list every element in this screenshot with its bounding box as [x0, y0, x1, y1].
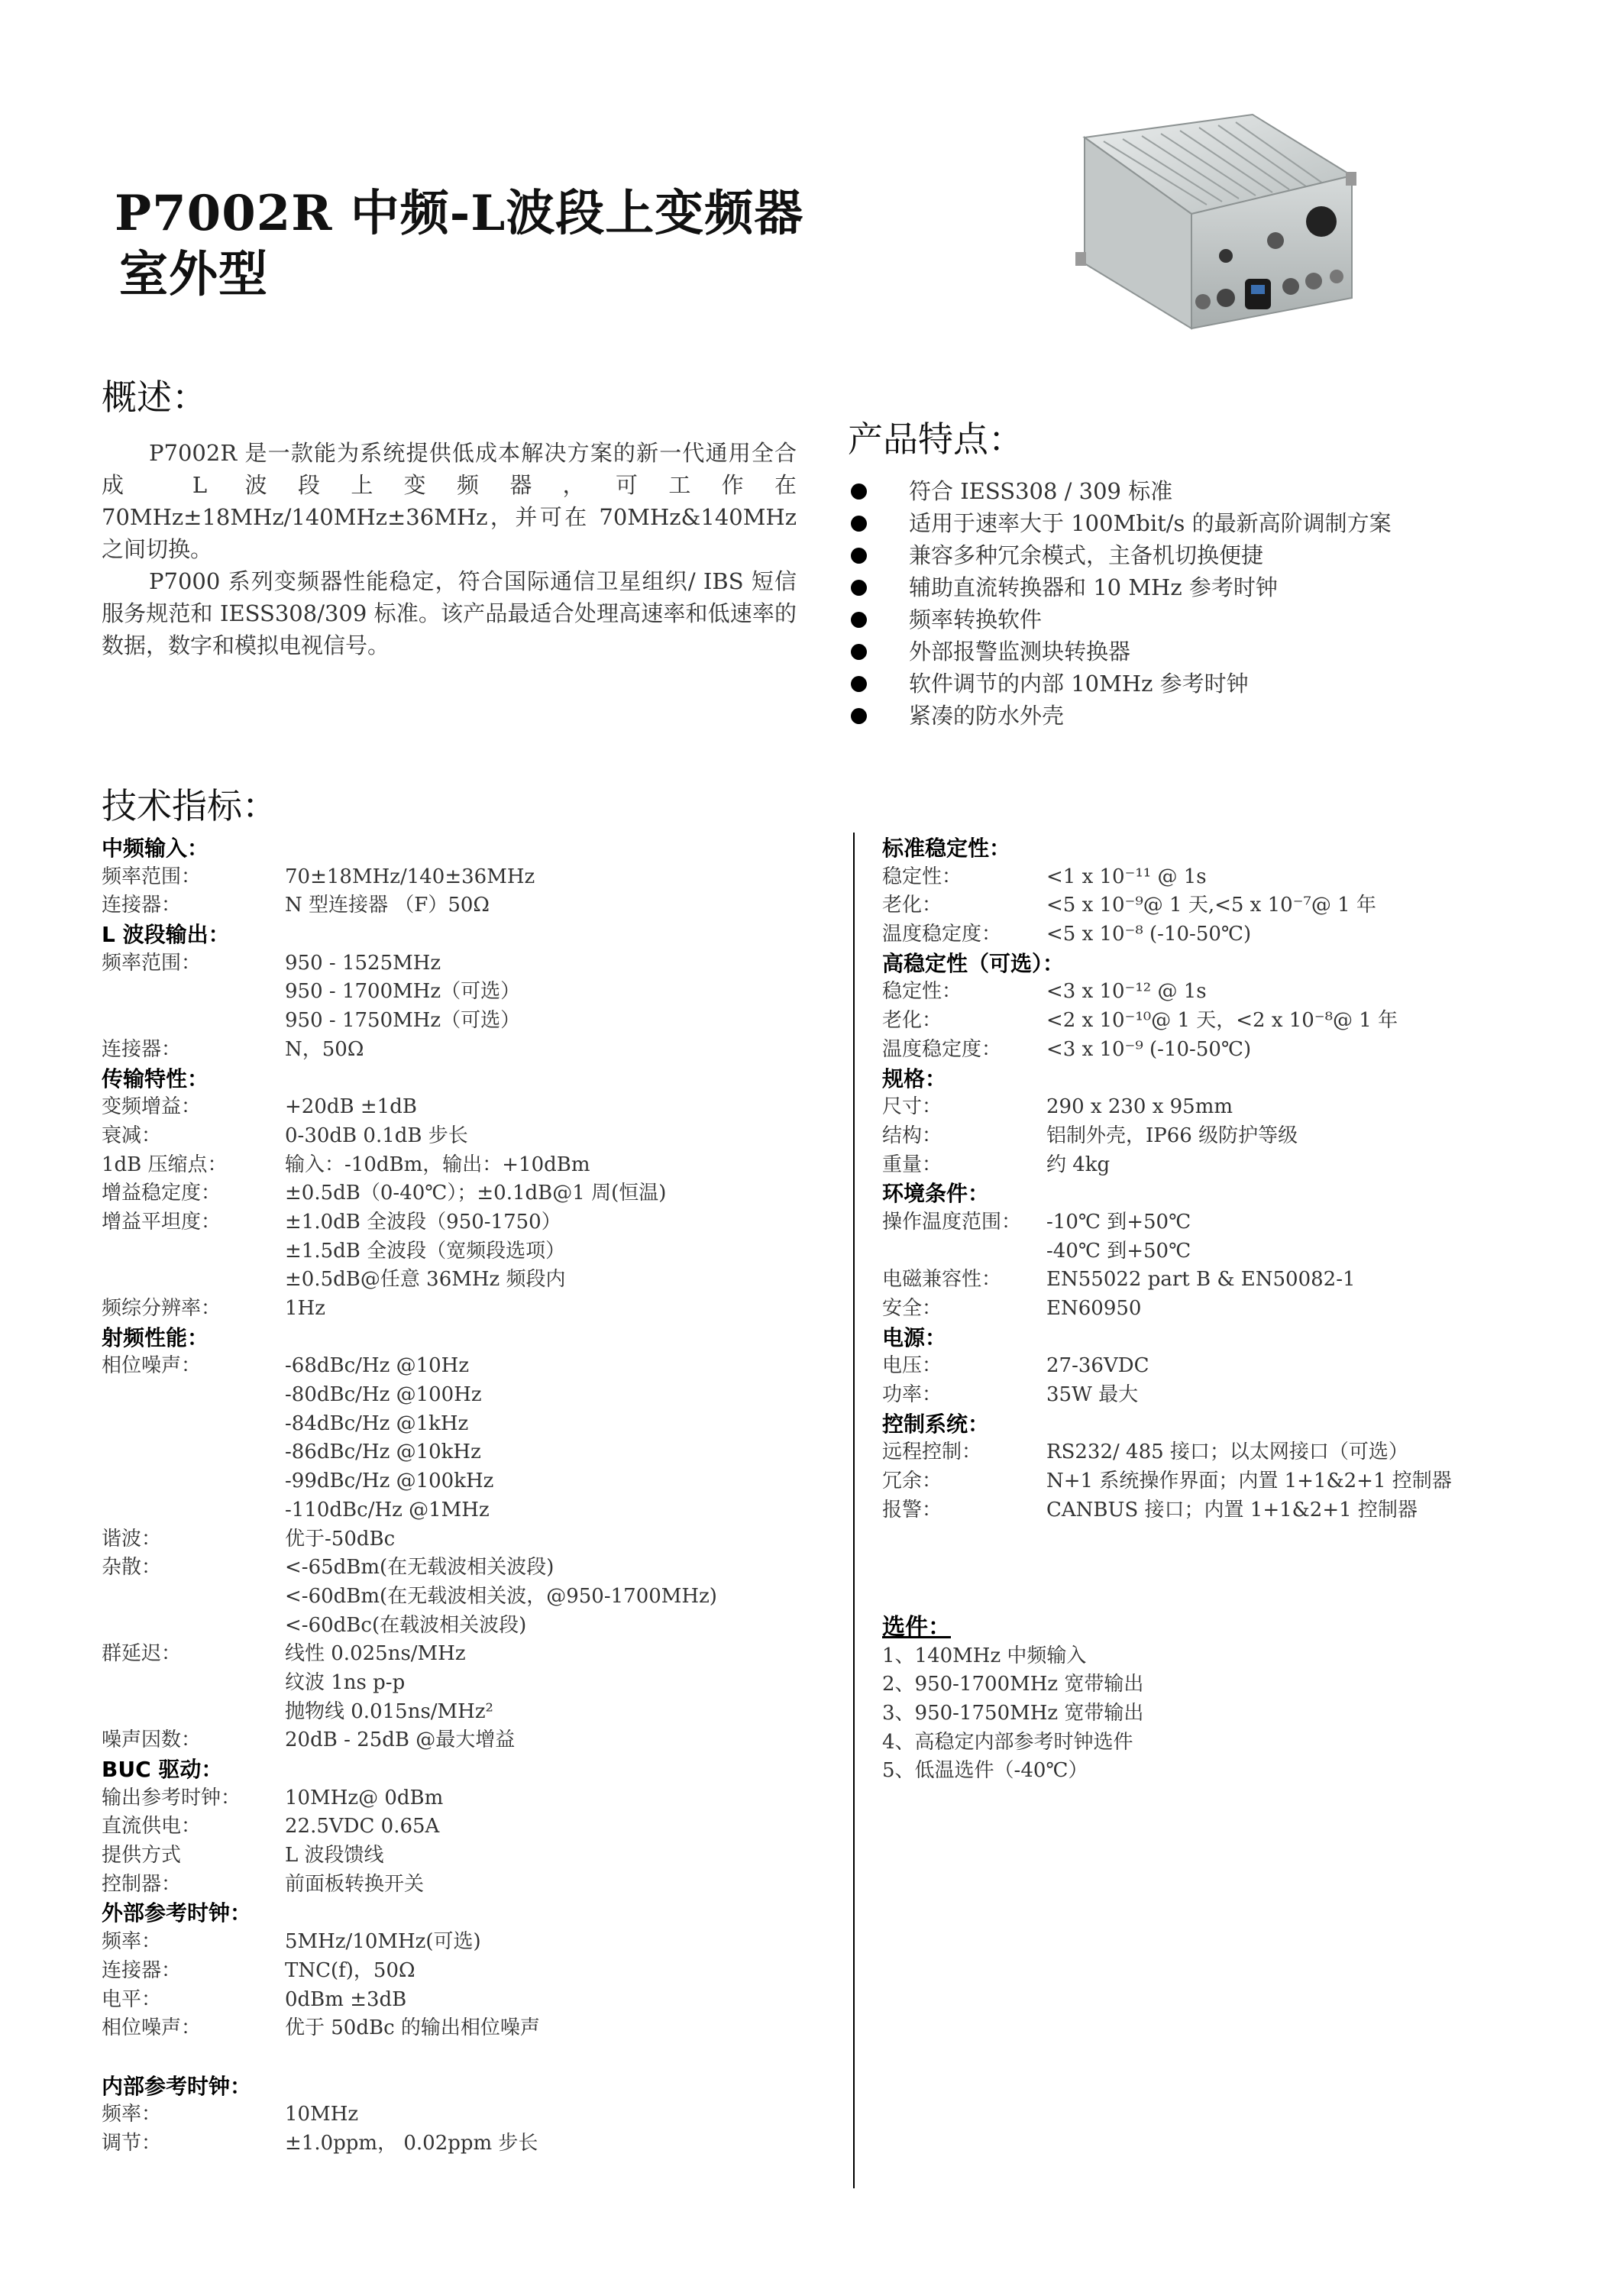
spec-label: 调节：	[102, 2131, 162, 2155]
option-item: 4、高稳定内部参考时钟选件	[882, 1730, 1133, 1754]
product-photo	[1062, 107, 1367, 351]
spec-row	[102, 1986, 835, 2015]
spec-label: 输出参考时钟：	[102, 1786, 241, 1809]
spec-label: 1dB 压缩点：	[102, 1153, 228, 1176]
spec-label: 稳定性：	[882, 865, 962, 888]
spec-value: L 波段馈线	[285, 1844, 384, 1868]
spec-label: 温度稳定度：	[882, 923, 1002, 946]
spec-label: 重量：	[882, 1153, 942, 1176]
spec-row	[882, 978, 1570, 1007]
overview-paragraph-2	[102, 565, 797, 661]
spec-label: 频率：	[102, 1930, 162, 1954]
spec-row	[102, 1640, 835, 1669]
spec-row	[882, 1007, 1570, 1036]
spec-value: <-65dBm(在无载波相关波段)	[285, 1556, 554, 1580]
spec-row	[102, 1352, 835, 1381]
spec-row	[882, 1266, 1570, 1295]
spec-label: 操作温度范围：	[882, 1210, 1022, 1234]
spec-label: 控制器：	[102, 1872, 182, 1896]
specs-heading: 技术指标：	[102, 785, 277, 826]
spec-value: -68dBc/Hz @10Hz	[285, 1354, 470, 1378]
spec-row	[882, 891, 1570, 920]
spec-row	[102, 1496, 835, 1525]
option-item: 5、低温选件（-40℃）	[882, 1759, 1088, 1783]
spec-row	[882, 1352, 1570, 1381]
spec-label: 电平：	[102, 1987, 162, 2011]
spec-group-heading: 中频输入：	[102, 836, 209, 861]
spec-row	[882, 1208, 1570, 1237]
spec-label: 频率范围：	[102, 951, 202, 975]
spec-row	[102, 1179, 835, 1208]
options-heading: 选件：	[882, 1614, 951, 1641]
spec-value: 20dB - 25dB @最大增益	[285, 1728, 516, 1752]
spec-value: <1 x 10⁻¹¹ @ 1s	[1046, 865, 1207, 888]
spec-row	[102, 1036, 835, 1065]
spec-value: -80dBc/Hz @100Hz	[285, 1383, 482, 1407]
spec-group-heading: 控制系统：	[882, 1411, 990, 1437]
spec-value: EN60950	[1046, 1297, 1142, 1320]
spec-group-heading: 标准稳定性：	[882, 836, 1011, 861]
spec-label: 稳定性：	[882, 980, 962, 1004]
spec-value: 铝制外壳，IP66 级防护等级	[1046, 1124, 1298, 1147]
spec-label: 相位噪声：	[102, 2016, 202, 2040]
spec-group-heading: 环境条件：	[882, 1181, 990, 1207]
spec-value: TNC(f)，50Ω	[285, 1958, 415, 1982]
spec-value: 0-30dB 0.1dB 步长	[285, 1124, 468, 1147]
spec-left-column	[102, 834, 835, 2159]
feature-item: 辅助直流转换器和 10 MHz 参考时钟	[848, 571, 1392, 603]
spec-label: 频率：	[102, 2103, 162, 2126]
spec-row	[102, 2100, 835, 2129]
document-subtitle: 室外型	[119, 246, 268, 303]
spec-row	[882, 1122, 1570, 1151]
spec-group-heading: L 波段输出：	[102, 922, 230, 948]
spec-value: -84dBc/Hz @1kHz	[285, 1412, 469, 1435]
option-item: 3、950-1750MHz 宽带输出	[882, 1702, 1144, 1725]
spec-value: 290 x 230 x 95mm	[1046, 1095, 1233, 1119]
spec-value: 10MHz	[285, 2103, 359, 2126]
spec-value: 纹波 1ns p-p	[285, 1670, 406, 1694]
spec-row	[882, 1036, 1570, 1065]
spec-row	[882, 863, 1570, 892]
spec-label: 功率：	[882, 1383, 942, 1407]
feature-item: 紧凑的防水外壳	[848, 700, 1392, 732]
spec-right-column	[882, 834, 1570, 1525]
spec-row	[102, 1410, 835, 1439]
spec-value: -99dBc/Hz @100kHz	[285, 1470, 494, 1493]
spec-row	[102, 2129, 835, 2159]
spec-row	[102, 1813, 835, 1842]
spec-row	[882, 1381, 1570, 1410]
spec-value: 1Hz	[285, 1297, 325, 1320]
spec-value: 10MHz@ 0dBm	[285, 1786, 444, 1809]
spec-row	[882, 1467, 1570, 1496]
features-list	[848, 475, 1392, 732]
options-section	[882, 1613, 1570, 1786]
spec-row	[102, 1784, 835, 1813]
spec-row	[102, 891, 835, 920]
spec-label: 群延迟：	[102, 1642, 182, 1666]
spec-label: 老化：	[882, 1009, 942, 1033]
spec-row	[102, 2014, 835, 2043]
feature-item: 兼容多种冗余模式，主备机切换便捷	[848, 539, 1392, 571]
spec-value: EN55022 part B & EN50082-1	[1046, 1268, 1356, 1292]
spec-label: 谐波：	[102, 1527, 162, 1551]
spec-label: 增益稳定度：	[102, 1182, 221, 1205]
spec-value: 5MHz/10MHz(可选)	[285, 1930, 481, 1954]
spec-label: 连接器：	[102, 1037, 182, 1061]
spec-label: 相位噪声：	[102, 1354, 202, 1378]
spec-label: 杂散：	[102, 1556, 162, 1580]
spec-group-heading: 传输特性：	[102, 1066, 209, 1091]
spec-value: <2 x 10⁻¹⁰@ 1 天，<2 x 10⁻⁸@ 1 年	[1046, 1009, 1398, 1033]
option-item: 1、140MHz 中频输入	[882, 1644, 1087, 1667]
feature-item: 适用于速率大于 100Mbit/s 的最新高阶调制方案	[848, 507, 1392, 539]
spec-row	[102, 949, 835, 978]
spec-value: 27-36VDC	[1046, 1354, 1149, 1378]
spec-value: -110dBc/Hz @1MHz	[285, 1498, 490, 1522]
spec-value: ±0.5dB@任意 36MHz 频段内	[285, 1268, 566, 1292]
spec-row	[102, 1928, 835, 1957]
spec-group-heading: 内部参考时钟：	[102, 2073, 252, 2099]
spec-row	[102, 1871, 835, 1900]
spec-row	[102, 1669, 835, 1698]
spec-group-heading: 高稳定性（可选）：	[882, 950, 1065, 976]
spec-group-heading: 射频性能：	[102, 1324, 209, 1350]
spec-row	[882, 1151, 1570, 1180]
spec-row	[882, 1237, 1570, 1266]
spec-row	[102, 1525, 835, 1554]
spec-label: 冗余：	[882, 1470, 942, 1493]
feature-item: 频率转换软件	[848, 603, 1392, 635]
spec-label: 电磁兼容性：	[882, 1268, 1002, 1292]
spec-value: 约 4kg	[1046, 1153, 1111, 1176]
spec-group-heading: BUC 驱动：	[102, 1757, 223, 1782]
spec-row	[102, 1583, 835, 1612]
spec-value: 35W 最大	[1046, 1383, 1139, 1407]
spec-row	[102, 1698, 835, 1727]
spec-label: 远程控制：	[882, 1441, 982, 1464]
spec-row	[102, 1208, 835, 1237]
spec-label: 频综分辨率：	[102, 1297, 221, 1320]
spec-row	[102, 1266, 835, 1295]
spec-label: 结构：	[882, 1124, 942, 1147]
spec-value: 线性 0.025ns/MHz	[285, 1642, 466, 1666]
spec-row	[102, 1612, 835, 1641]
spec-row	[882, 1496, 1570, 1525]
spec-value: 950 - 1750MHz（可选）	[285, 1009, 521, 1033]
feature-item: 软件调节的内部 10MHz 参考时钟	[848, 668, 1392, 700]
spec-label: 连接器：	[102, 1958, 182, 1982]
document-title: P7002R 中频-L波段上变频器	[115, 185, 804, 242]
spec-label: 电压：	[882, 1354, 942, 1378]
spec-value: 抛物线 0.015ns/MHz²	[285, 1699, 493, 1723]
spec-value: <5 x 10⁻⁹@ 1 天,<5 x 10⁻⁷@ 1 年	[1046, 894, 1376, 917]
overview-paragraph-1-text: P7002R 是一款能为系统提供低成本解决方案的新一代通用全合成 L 波段上变频器，可工作在 70MHz±18MHz/140MHz±36MHz，并可在 70MHz&140MHz 之间切换。	[102, 440, 797, 562]
spec-label: 衰减：	[102, 1124, 162, 1147]
spec-row	[882, 1438, 1570, 1467]
spec-row	[102, 1726, 835, 1755]
spec-row	[102, 863, 835, 892]
spec-group-heading: 规格：	[882, 1066, 947, 1091]
features-heading: 产品特点：	[848, 419, 1023, 460]
spec-value: 22.5VDC 0.65A	[285, 1815, 440, 1838]
spec-group-heading: 外部参考时钟：	[102, 1900, 252, 1926]
option-item: 2、950-1700MHz 宽带输出	[882, 1673, 1144, 1696]
spec-label: 安全：	[882, 1297, 942, 1320]
spec-value: +20dB ±1dB	[285, 1095, 417, 1119]
spec-row	[102, 1957, 835, 1986]
spec-label: 噪声因数：	[102, 1728, 202, 1752]
spec-value: 输入：-10dBm，输出：+10dBm	[285, 1153, 590, 1176]
spec-label: 连接器：	[102, 894, 182, 917]
spec-value: <-60dBc(在载波相关波段)	[285, 1613, 527, 1637]
spec-row	[882, 920, 1570, 949]
spec-value: ±0.5dB（0-40℃）；±0.1dB@1 周(恒温)	[285, 1182, 667, 1205]
spec-value: CANBUS 接口；内置 1+1&2+1 控制器	[1046, 1498, 1418, 1522]
spec-value: -10℃ 到+50℃	[1046, 1210, 1191, 1234]
spec-label: 直流供电：	[102, 1815, 202, 1838]
spec-group-heading: 电源：	[882, 1324, 947, 1350]
spec-value: N，50Ω	[285, 1037, 364, 1061]
spec-value: <-60dBm(在无载波相关波，@950-1700MHz)	[285, 1584, 717, 1608]
spec-value: 0dBm ±3dB	[285, 1987, 407, 2011]
spec-label: 变频增益：	[102, 1095, 202, 1119]
spec-value: RS232/ 485 接口；以太网接口（可选）	[1046, 1441, 1408, 1464]
feature-item: 符合 IESS308 / 309 标准	[848, 475, 1392, 507]
overview-paragraph-2-text: P7000 系列变频器性能稳定，符合国际通信卫星组织/ IBS 短信服务规范和 IESS308/309 标准。该产品最适合处理高速率和低速率的数据，数字和模拟电视信号。	[102, 568, 797, 658]
spec-row	[102, 978, 835, 1007]
column-divider	[853, 833, 855, 2188]
spec-label: 增益平坦度：	[102, 1210, 221, 1234]
spec-value: ±1.0ppm， 0.02ppm 步长	[285, 2131, 538, 2155]
spec-value: ±1.0dB 全波段（950-1750）	[285, 1210, 561, 1234]
spec-label: 老化：	[882, 894, 942, 917]
spec-label: 提供方式	[102, 1844, 182, 1868]
spec-spacer	[102, 2043, 835, 2072]
spec-value: 优于 50dBc 的输出相位噪声	[285, 2016, 540, 2040]
feature-item: 外部报警监测块转换器	[848, 635, 1392, 668]
spec-value: N+1 系统操作界面；内置 1+1&2+1 控制器	[1046, 1470, 1452, 1493]
spec-row	[102, 1122, 835, 1151]
spec-row	[102, 1554, 835, 1583]
spec-value: <3 x 10⁻⁹ (-10-50℃)	[1046, 1037, 1252, 1061]
overview-heading: 概述：	[102, 377, 207, 418]
spec-row	[102, 1295, 835, 1324]
spec-row	[102, 1237, 835, 1266]
spec-value: <5 x 10⁻⁸ (-10-50℃)	[1046, 923, 1252, 946]
spec-value: <3 x 10⁻¹² @ 1s	[1046, 980, 1207, 1004]
spec-value: 950 - 1525MHz	[285, 951, 441, 975]
spec-value: -40℃ 到+50℃	[1046, 1239, 1191, 1263]
spec-label: 报警：	[882, 1498, 942, 1522]
spec-row	[102, 1842, 835, 1871]
spec-value: 优于-50dBc	[285, 1527, 396, 1551]
spec-value: -86dBc/Hz @10kHz	[285, 1441, 481, 1464]
spec-value: ±1.5dB 全波段（宽频段选项）	[285, 1239, 566, 1263]
spec-label: 温度稳定度：	[882, 1037, 1002, 1061]
spec-row	[102, 1381, 835, 1410]
spec-value: N 型连接器 （F）50Ω	[285, 894, 490, 917]
spec-value: 70±18MHz/140±36MHz	[285, 865, 535, 888]
spec-row	[102, 1438, 835, 1467]
spec-label: 频率范围：	[102, 865, 202, 888]
spec-row	[102, 1151, 835, 1180]
spec-row	[882, 1093, 1570, 1122]
spec-row	[102, 1093, 835, 1122]
spec-row	[882, 1295, 1570, 1324]
spec-value: 前面板转换开关	[285, 1872, 425, 1896]
overview-paragraph-1	[102, 437, 797, 565]
spec-label: 尺寸：	[882, 1095, 942, 1119]
spec-row	[102, 1467, 835, 1496]
spec-value: 950 - 1700MHz（可选）	[285, 980, 521, 1004]
spec-row	[102, 1007, 835, 1036]
